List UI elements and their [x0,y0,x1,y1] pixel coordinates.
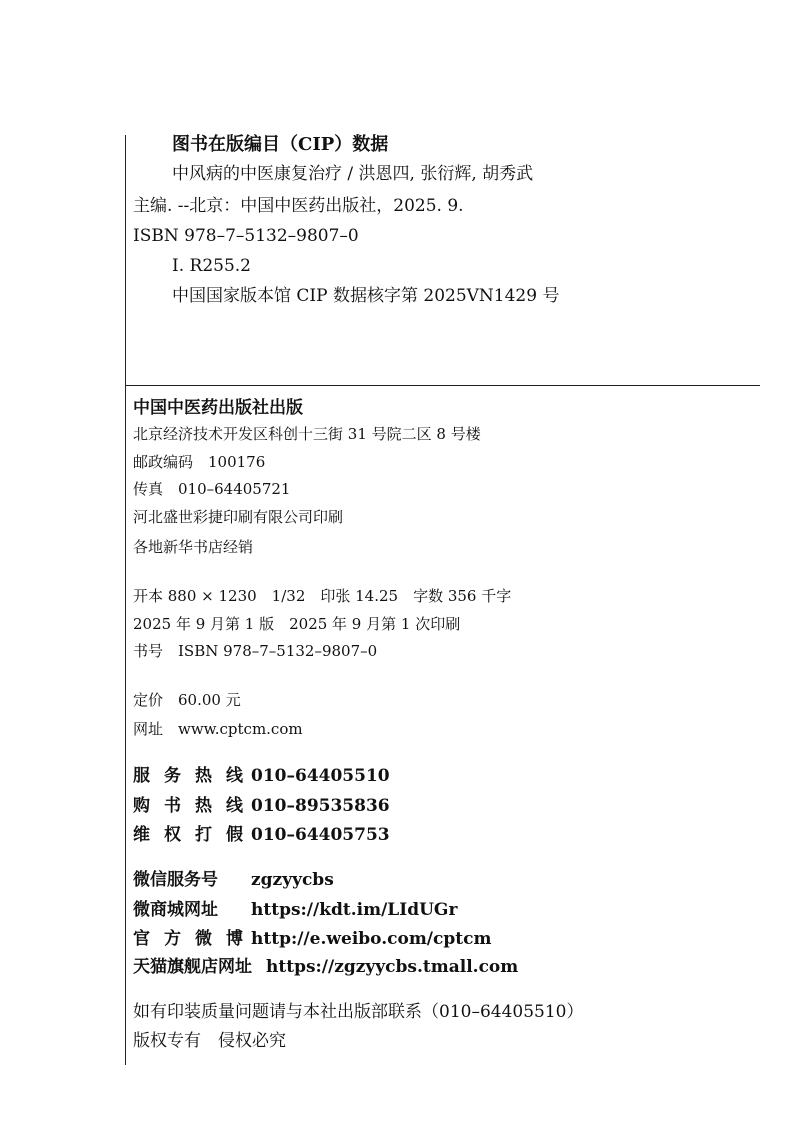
hotline-value: 010–89535836 [251,796,390,816]
online-value: https://zgzyycbs.tmall.com [266,957,519,977]
copyright-notice: 版权专有 侵权必究 [133,1031,286,1051]
publisher-name: 中国中医药出版社出版 [133,398,303,418]
cip-line-1: 中风病的中医康复治疗 / 洪恩四, 张衍辉, 胡秀武 [172,164,534,184]
online-value: zgzyycbs [251,870,334,890]
book-number: 书号 ISBN 978–7–5132–9807–0 [133,642,378,660]
format-specs: 开本 880 × 1230 1/32 印张 14.25 字数 356 千字 [133,587,512,605]
printer: 河北盛世彩捷印刷有限公司印刷 [133,508,344,526]
section-divider [125,385,760,386]
online-label: 微商城网址 [133,900,218,920]
micro-store-url [133,902,457,919]
publisher-postcode: 邮政编码 100176 [133,453,266,471]
official-weibo [133,931,491,948]
cip-isbn: ISBN 978–7–5132–9807–0 [133,226,359,246]
hotline-label: 购书热线 [133,796,243,816]
quality-notice: 如有印装质量问题请与本社出版部联系（010–64405510） [133,1002,584,1022]
hotline-label: 服务热线 [133,766,243,786]
hotline-service [133,768,390,785]
price: 定价 60.00 元 [133,691,241,709]
hotline-anti-piracy [133,827,390,844]
cip-line-2: 主编. --北京：中国中医药出版社，2025. 9. [133,196,464,216]
publisher-fax: 传真 010–64405721 [133,480,291,498]
website: 网址 www.cptcm.com [133,720,303,738]
distributor: 各地新华书店经销 [133,538,254,556]
online-label: 微信服务号 [133,870,218,890]
wechat-account [133,872,334,889]
hotline-value: 010–64405753 [251,825,390,845]
cip-record-number: 中国国家版本馆 CIP 数据核字第 2025VN1429 号 [172,286,560,306]
online-label: 官方微博 [133,929,243,949]
online-value: http://e.weibo.com/cptcm [251,929,492,949]
hotline-label: 维权打假 [133,825,243,845]
cip-title: 图书在版编目（CIP）数据 [172,134,389,155]
tmall-store-url [133,959,518,976]
hotline-value: 010–64405510 [251,766,390,786]
edition-info: 2025 年 9 月第 1 版 2025 年 9 月第 1 次印刷 [133,615,461,633]
online-label: 天猫旗舰店网址 [133,957,252,977]
left-vertical-rule [125,135,126,1065]
hotline-purchase [133,798,390,815]
publisher-address: 北京经济技术开发区科创十三街 31 号院二区 8 号楼 [133,425,481,443]
cip-classification: Ⅰ. R255.2 [172,256,251,276]
online-value: https://kdt.im/LIdUGr [251,900,458,920]
